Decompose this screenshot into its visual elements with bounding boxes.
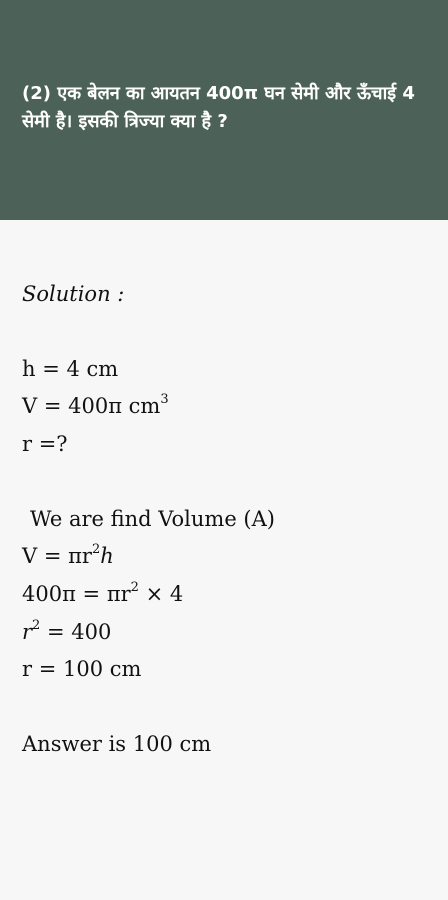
formula-line xyxy=(22,542,114,570)
step-1-exponent: 2 xyxy=(130,580,139,595)
step-2-exponent: 2 xyxy=(32,618,41,633)
formula-exponent: 2 xyxy=(91,542,101,557)
given-volume xyxy=(22,392,169,420)
answer-text: Answer is 100 cm xyxy=(22,732,212,756)
step-1-a: 400π = πr xyxy=(22,582,131,606)
find-statement: We are find Volume (A) xyxy=(30,507,275,531)
solution-heading: Solution : xyxy=(22,282,125,306)
given-height: h = 4 cm xyxy=(22,357,119,381)
formula-tail: h xyxy=(100,544,114,568)
step-2 xyxy=(22,618,111,646)
question-header xyxy=(0,0,448,220)
solution-panel xyxy=(0,220,448,900)
question-text: (2) एक बेलन का आयतन 400π घन सेमी और ऊँचाई 4 सेमी है। इसकी त्रिज्या क्या है ? xyxy=(22,83,415,132)
given-radius: r =? xyxy=(22,432,68,456)
step-2-a: r xyxy=(22,620,33,644)
given-volume-main: V = 400π cm xyxy=(22,394,161,418)
step-1-b: × 4 xyxy=(138,582,184,606)
step-1 xyxy=(22,580,183,608)
formula-main: V = πr xyxy=(22,544,92,568)
step-2-b: = 400 xyxy=(40,620,112,644)
given-volume-exponent: 3 xyxy=(160,392,169,407)
step-3: r = 100 cm xyxy=(22,657,142,681)
